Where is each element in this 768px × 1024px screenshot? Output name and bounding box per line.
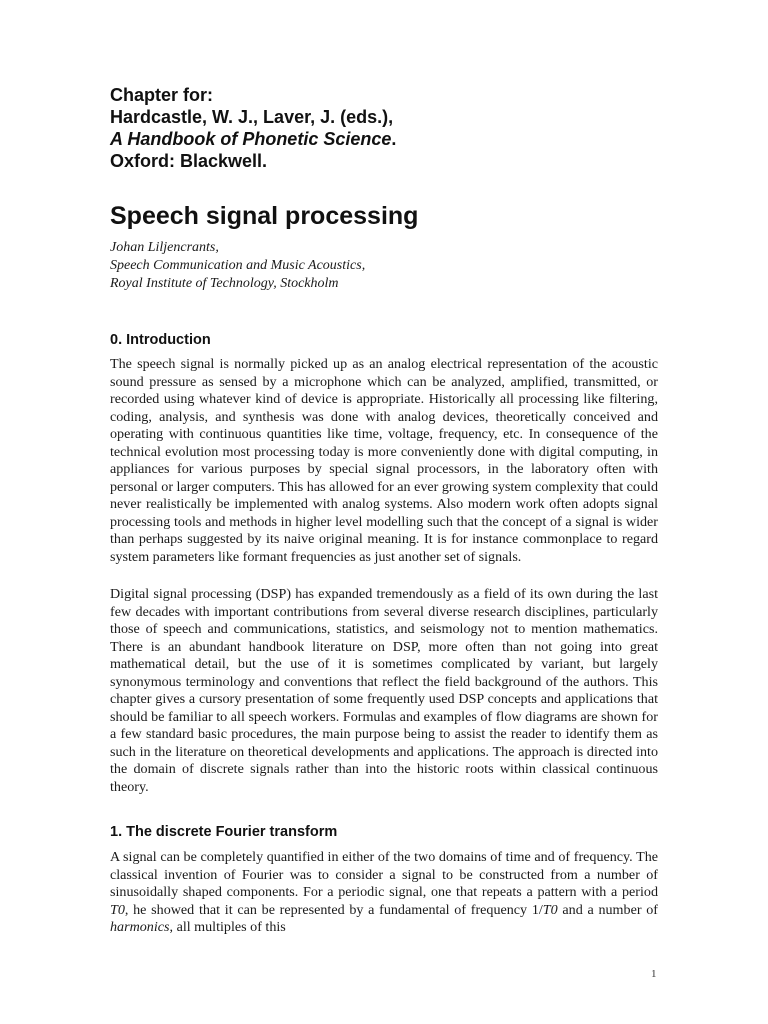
- intro-paragraph-1: The speech signal is normally picked up as an analog electrical representation of the acoustic sound pressure as sensed by a microphone which can be analyzed, amplified, transmitted, or recorded using whatever kind of device is appropriate. Historically all processing like filtering, coding, analysis, and synthesis was done with analog devices, theoretically conceived and operating with continuous quantities like time, voltage, frequency, etc. In consequence of the technical evolution most processing today is more conveniently done with digital computing, in appliances for various purposes by special signal processors, in the laboratory often with personal or larger computers. This has allowed for an ever growing system complexity that could never realistically be implemented with analog systems. Also modern work often adopts signal processing tools and methods in higher level modelling such that the concept of a signal is wider than perhaps suggested by its naive original meaning. It is for instance commonplace to regard system parameters like formant frequencies as just another set of signals.: [110, 356, 658, 566]
- dft-symbol-t0-b: T0: [542, 901, 558, 918]
- chapter-for-label: Chapter for:: [110, 85, 213, 105]
- dft-text-d: , all multiples of this: [169, 919, 286, 936]
- dft-symbol-t0: T0: [110, 901, 125, 918]
- paper-title: Speech signal processing: [110, 202, 419, 230]
- chapter-citation: [110, 84, 658, 172]
- book-title-punct: .: [391, 129, 397, 149]
- dft-text-b: , he showed that it can be represented by a fundamental of frequency 1/: [124, 901, 543, 918]
- section-heading-dft: 1. The discrete Fourier transform: [110, 824, 338, 840]
- author-department: Speech Communication and Music Acoustics,: [110, 258, 366, 273]
- editors-line: Hardcastle, W. J., Laver, J. (eds.),: [110, 107, 394, 127]
- section-heading-introduction: 0. Introduction: [110, 332, 211, 348]
- author-block: [110, 239, 658, 293]
- dft-text-c: and a number of: [557, 901, 658, 918]
- dft-paragraph-1: [110, 849, 658, 937]
- author-institution: Royal Institute of Technology, Stockholm: [110, 276, 339, 291]
- dft-term-harmonics: harmonics: [110, 919, 170, 936]
- author-name: Johan Liljencrants,: [110, 240, 219, 255]
- intro-paragraph-2: Digital signal processing (DSP) has expanded tremendously as a field of its own during the last few decades with important contributions from several diverse research disciplines, particularly those of speech and communications, statistics, and seismology not to mention mathematics. There is an abundant handbook literature on DSP, more often than not going into great mathematical detail, but the use of it is sometimes complicated by variant, but largely synonymous terminology and conventions that reflect the field background of the authors. This chapter gives a cursory presentation of some frequently used DSP concepts and applications that should be familiar to all speech workers. Formulas and examples of flow diagrams are shown for a few standard basic procedures, the main purpose being to assist the reader to identify them as such in the literature on theoretical developments and applications. The approach is directed into the domain of discrete signals rather than into the historic roots within classical continuous theory.: [110, 586, 658, 796]
- book-title: A Handbook of Phonetic Science: [110, 129, 392, 149]
- book-title-line: [110, 128, 658, 150]
- publisher-line: Oxford: Blackwell.: [110, 151, 268, 171]
- dft-text-a: A signal can be completely quantified in either of the two domains of time and of frequency. The classical invention of Fourier was to consider a signal to be constructed from a number of sinusoidally shaped components. For a periodic signal, one that repeats a pattern with a period: [110, 849, 658, 901]
- page-number: 1: [651, 968, 657, 980]
